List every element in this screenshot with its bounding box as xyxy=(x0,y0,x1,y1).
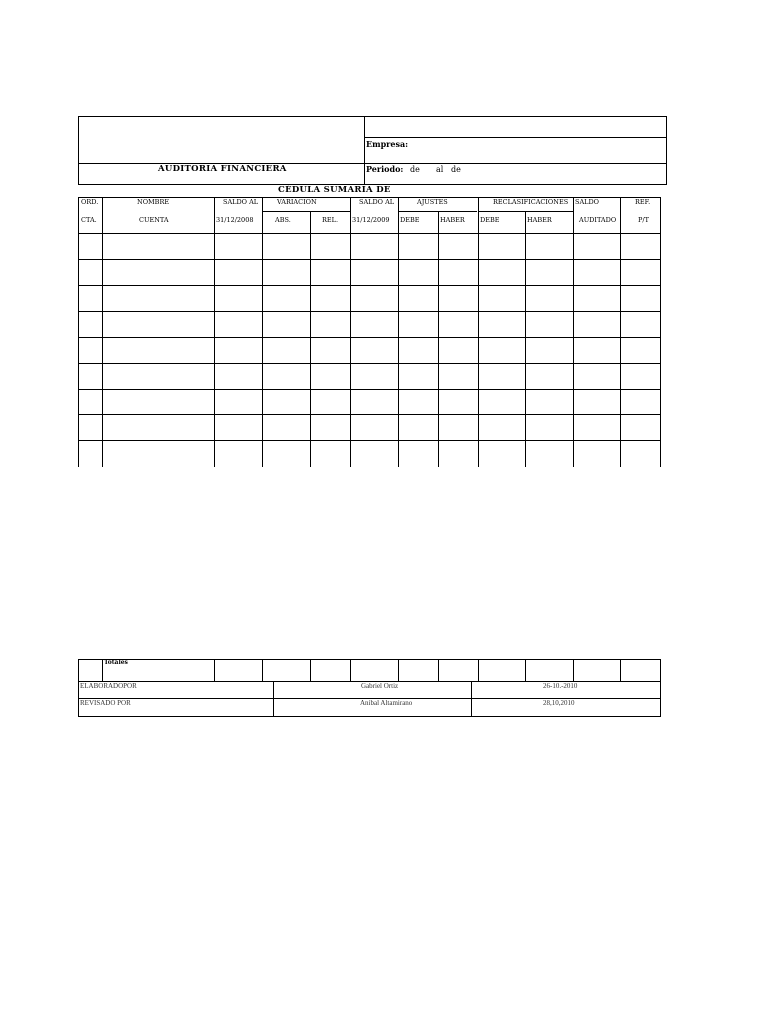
col-header-fecha-1: 31/12/2008 xyxy=(216,216,254,224)
totals-col-line xyxy=(310,659,311,682)
totals-col-line xyxy=(525,659,526,682)
totals-col-line xyxy=(102,659,103,682)
table-row xyxy=(78,285,661,286)
col-header-variacion: VARIACION xyxy=(277,198,317,206)
table-row xyxy=(78,259,661,260)
col-header-haber-2: HABER xyxy=(527,216,552,224)
table-row xyxy=(78,440,661,441)
col-line xyxy=(478,197,479,467)
col-line xyxy=(102,197,103,467)
col-header-saldo: SALDO xyxy=(575,198,600,206)
elaborado-name: Gabriel Ortiz xyxy=(361,682,399,690)
cedula-title: CÉDULA SUMARIA DE xyxy=(278,185,391,195)
totals-col-line xyxy=(438,659,439,682)
col-header-rel: REL. xyxy=(322,216,339,224)
col-header-debe-2: DEBE xyxy=(480,216,500,224)
table-row xyxy=(78,311,661,312)
col-line xyxy=(310,211,311,467)
table-row xyxy=(78,337,661,338)
col-header-ord: ORD. xyxy=(81,198,99,206)
col-header-ajustes: AJUSTES xyxy=(417,198,448,206)
page-title: AUDITORIA FINANCIERA xyxy=(158,164,287,174)
header-row-line xyxy=(364,137,667,138)
table-row xyxy=(78,389,661,390)
col-line xyxy=(262,197,263,467)
col-header-reclasificaciones: RECLASIFICACIONES xyxy=(493,198,569,206)
col-line xyxy=(350,197,351,467)
col-line xyxy=(660,197,661,467)
col-header-cta: CTA. xyxy=(81,216,97,224)
col-line xyxy=(573,197,574,467)
totals-col-line xyxy=(398,659,399,682)
col-header-saldo-al-1: SALDO AL xyxy=(223,198,259,206)
table-row xyxy=(78,414,661,415)
col-header-abs: ABS. xyxy=(275,216,291,224)
header-box xyxy=(78,116,667,185)
elaborado-date: 26-10.-2010 xyxy=(543,682,578,690)
periodo-al: al xyxy=(436,165,444,174)
totals-col-line xyxy=(620,659,621,682)
col-header-nombre: NOMBRE xyxy=(137,198,170,206)
revisado-name: Anibal Altamirano xyxy=(360,699,413,707)
col-header-auditado: AUDITADO xyxy=(579,216,617,224)
col-header-pt: P/T xyxy=(638,216,649,224)
col-header-ref: REF. xyxy=(635,198,651,206)
col-line xyxy=(620,197,621,467)
revisado-date: 28,10,2010 xyxy=(543,699,575,707)
col-header-fecha-2: 31/12/2009 xyxy=(352,216,390,224)
col-header-debe-1: DEBE xyxy=(400,216,420,224)
revisado-label: REVISADO POR xyxy=(80,699,131,707)
empresa-label: Empresa: xyxy=(366,139,409,149)
col-header-haber-1: HABER xyxy=(440,216,465,224)
col-line xyxy=(78,197,79,467)
col-line xyxy=(438,211,439,467)
variacion-underline xyxy=(262,211,350,212)
totals-col-line xyxy=(262,659,263,682)
totals-col-line xyxy=(214,659,215,682)
header-divider xyxy=(364,116,365,185)
totals-col-line xyxy=(350,659,351,682)
periodo-de: de xyxy=(410,165,420,174)
totals-col-line xyxy=(573,659,574,682)
signoff-col-line xyxy=(471,681,472,717)
totals-label: Totales xyxy=(104,659,128,666)
col-line xyxy=(398,197,399,467)
col-line xyxy=(525,211,526,467)
col-line xyxy=(214,197,215,467)
elaborado-label: ELABORADOPOR xyxy=(80,682,137,690)
totals-col-line xyxy=(478,659,479,682)
periodo-label: Periodo: xyxy=(366,164,404,174)
signoff-col-line xyxy=(273,681,274,717)
table-row xyxy=(78,363,661,364)
periodo-de2: de xyxy=(451,165,461,174)
col-header-cuenta: CUENTA xyxy=(139,216,169,224)
col-header-saldo-al-2: SALDO AL xyxy=(359,198,395,206)
